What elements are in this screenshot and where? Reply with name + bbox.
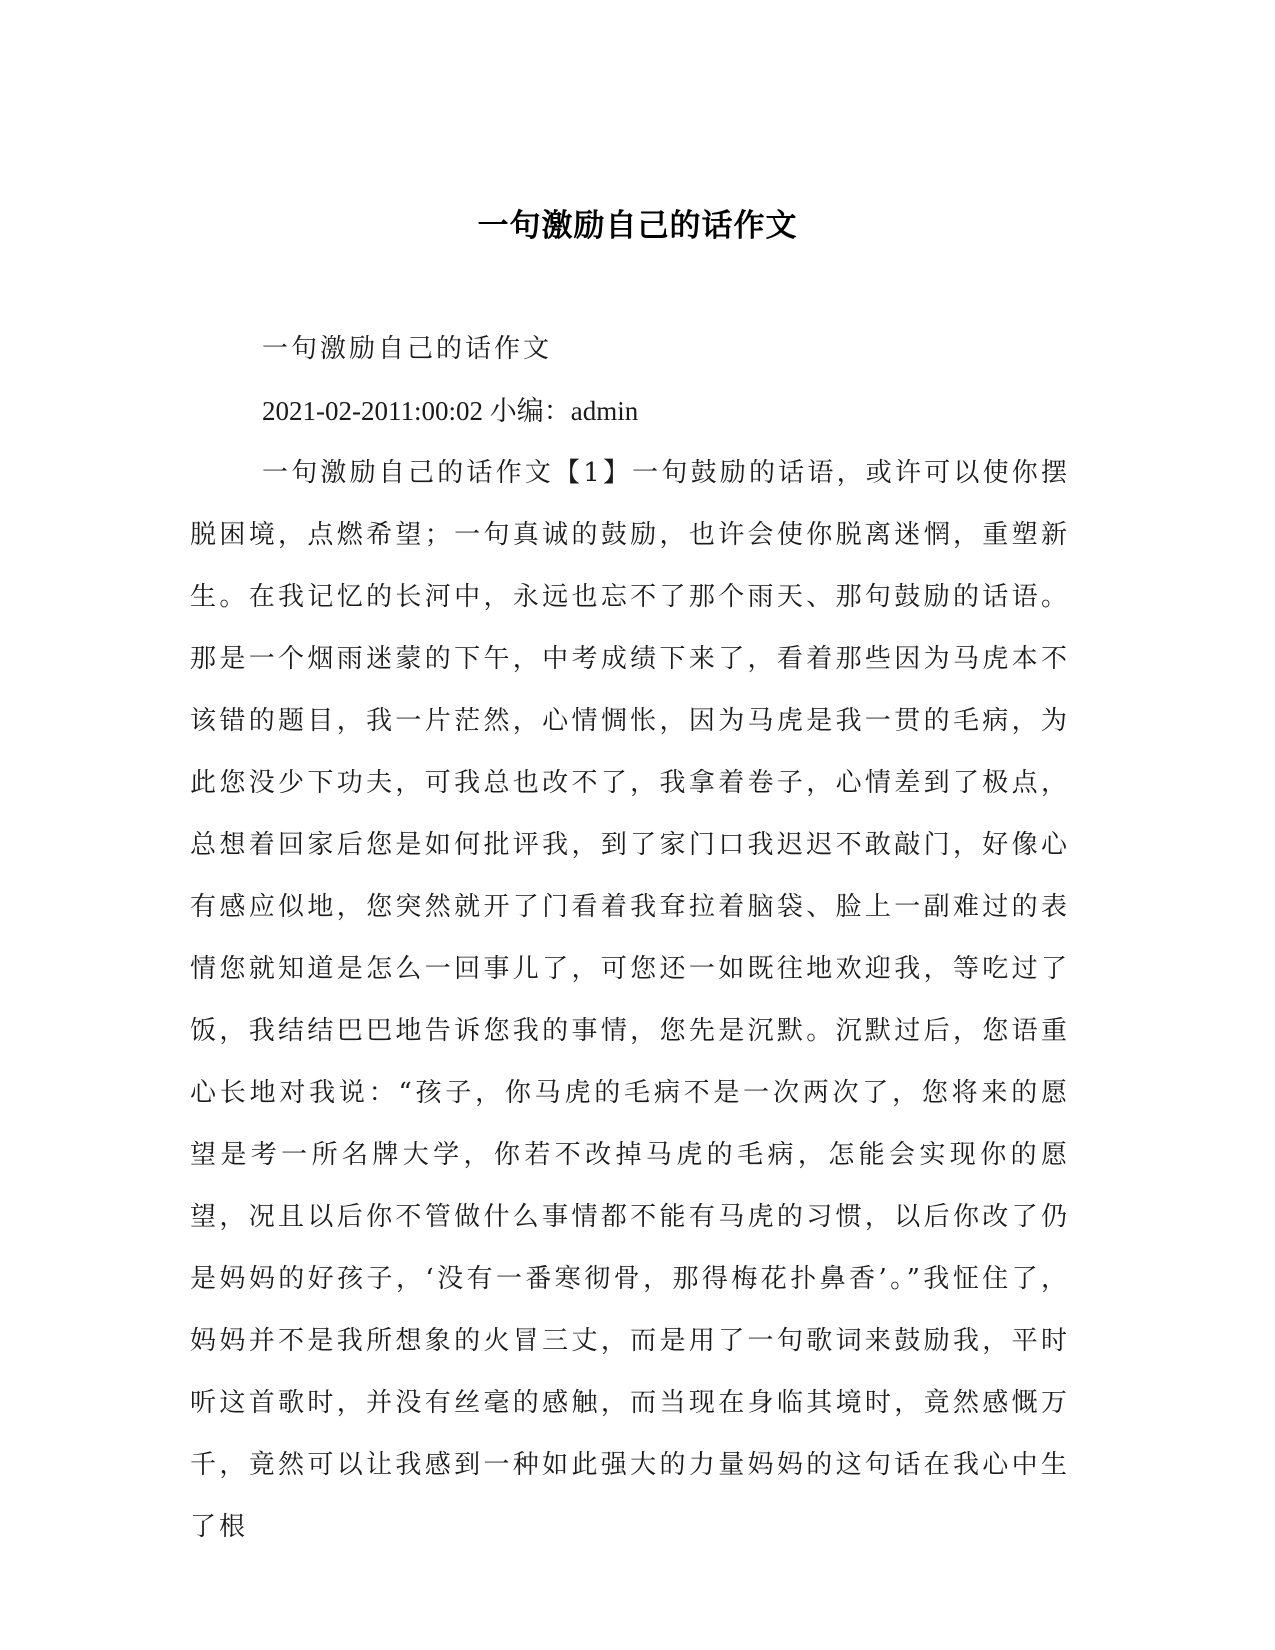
date-author-line: 2021-02-2011:00:02 小编：admin (262, 396, 639, 426)
document-title: 一句激励自己的话作文 (477, 208, 798, 244)
essay-paragraph: 一句激励自己的话作文【1】一句鼓励的话语，或许可以使你摆脱困境，点燃希望；一句真诚的鼓励，也许会使你脱离迷惘，重塑新生。在我记忆的长河中，永远也忘不了那个雨天、那句鼓励的话语。那是一个烟雨迷蒙的下午，中考成绩下来了，看着那些因为马虎本不该错的题目，我一片茫然，心情惆怅，因为马虎是我一贯的毛病，为此您没少下功夫，可我总也改不了，我拿着卷子，心情差到了极点，总想着回家后您是如何批评我，到了家门口我迟迟不敢敲门，好像心有感应似地，您突然就开了门看着我耷拉着脑袋、脸上一副难过的表情您就知道是怎么一回事儿了，可您还一如既往地欢迎我，等吃过了饭，我结结巴巴地告诉您我的事情，您先是沉默。沉默过后，您语重心长地对我说：“孩子，你马虎的毛病不是一次两次了，您将来的愿望是考一所名牌大学，你若不改掉马虎的毛病，怎能会实现你的愿望，况且以后你不管做什么事情都不能有马虎的习惯，以后你改了仍是妈妈的好孩子，‘没有一番寒彻骨，那得梅花扑鼻香’。”我怔住了，妈妈并不是我所想象的火冒三丈，而是用了一句歌词来鼓励我，平时听这首歌时，并没有丝毫的感触，而当现在身临其境时，竟然感慨万千，竟然可以让我感到一种如此强大的力量妈妈的这句话在我心中生了根 (190, 458, 1070, 1542)
document-body (190, 318, 1070, 1558)
document-subtitle: 一句激励自己的话作文 (262, 334, 553, 364)
